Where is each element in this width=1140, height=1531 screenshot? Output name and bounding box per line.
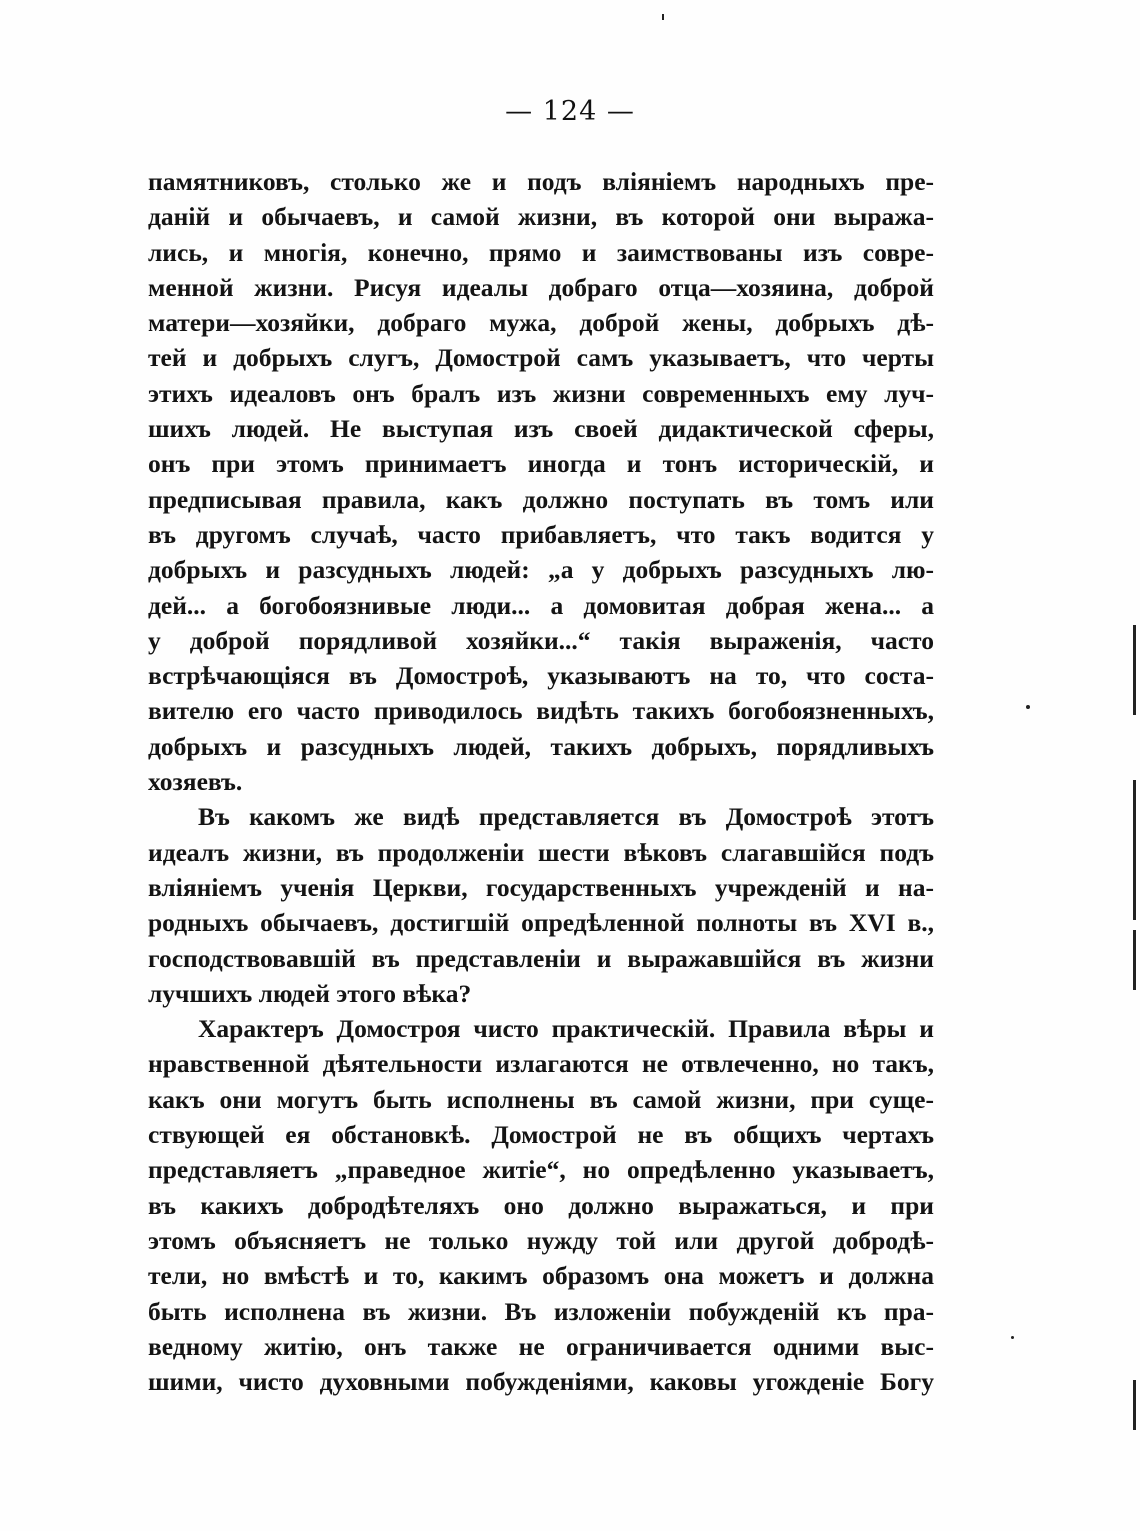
text-line: вліяніемъ ученія Церкви, государственныхъ учрежденій и на- <box>148 872 934 902</box>
text-line: дей... а богобоязнивые люди... а домовитая добрая жена... а <box>148 590 934 620</box>
text-line: тей и добрыхъ слугъ, Домострой самъ указываетъ, что черты <box>148 343 934 373</box>
text-line: этомъ объясняетъ не только нужду той или другой добродѣ- <box>148 1225 934 1255</box>
text-line: родныхъ обычаевъ, достигшій опредѣленной полноты въ XVI в., <box>148 908 934 938</box>
text-line: памятниковъ, столько же и подъ вліяніемъ народныхъ пре- <box>148 167 934 196</box>
text-line: быть исполнена въ жизни. Въ изложеніи побужденій къ пра- <box>148 1296 934 1326</box>
text-line: ведному житію, онъ также не ограничивается одними выс- <box>148 1331 934 1361</box>
text-line: ствующей ея обстановкѣ. Домострой не въ общихъ чертахъ <box>148 1120 934 1150</box>
text-line: шими, чисто духовными побужденіями, каковы угожденіе Богу <box>148 1367 934 1397</box>
body-text <box>148 164 934 1399</box>
text-line: представляетъ „праведное житіе“, но опредѣленно указываетъ, <box>148 1155 934 1185</box>
text-line: идеалъ жизни, въ продолженіи шести вѣковъ слагавшійся подъ <box>148 837 934 867</box>
text-line: какъ они могутъ быть исполнены въ самой жизни, при суще- <box>148 1084 934 1114</box>
scan-margin-mark <box>1133 1380 1136 1430</box>
scan-speck <box>1026 705 1030 709</box>
text-line: лись, и многія, конечно, прямо и заимствованы изъ совре- <box>148 237 934 267</box>
text-line: встрѣчающіяся въ Домостроѣ, указываютъ на то, что соста- <box>148 661 934 691</box>
scan-margin-mark <box>1133 930 1136 990</box>
text-line: лучшихъ людей этого вѣка? <box>148 978 472 1008</box>
paragraph-3 <box>148 1011 934 1399</box>
text-line: Характеръ Домостроя чисто практическій. Правила вѣры и <box>198 1014 934 1044</box>
text-line: вителю его часто приводилось видѣть такихъ богобоязненныхъ, <box>148 696 934 726</box>
text-line: хозяевъ. <box>148 767 243 797</box>
text-line: этихъ идеаловъ онъ бралъ изъ жизни современныхъ ему луч- <box>148 378 934 408</box>
paragraph-1 <box>148 164 934 799</box>
text-line: въ какихъ добродѣтеляхъ оно должно выражаться, и при <box>148 1190 934 1220</box>
scan-speck <box>1011 1336 1014 1339</box>
scan-speck <box>662 14 664 20</box>
text-line: господствовавшій въ представленіи и выражавшійся въ жизни <box>148 943 934 973</box>
text-line: добрыхъ и разсудныхъ людей, такихъ добрыхъ, порядливыхъ <box>148 731 934 761</box>
text-line: добрыхъ и разсудныхъ людей: „а у добрыхъ разсудныхъ лю- <box>148 555 934 585</box>
scan-margin-mark <box>1133 780 1136 920</box>
scan-margin-mark <box>1133 625 1136 715</box>
text-line: даній и обычаевъ, и самой жизни, въ которой они выража- <box>148 202 934 232</box>
text-line: нравственной дѣятельности излагаются не отвлеченно, но такъ, <box>148 1049 934 1079</box>
text-line: онъ при этомъ принимаетъ иногда и тонъ историческій, и <box>148 449 934 479</box>
text-line: матери—хозяйки, добраго мужа, доброй жены, добрыхъ дѣ- <box>148 308 934 338</box>
text-line: шихъ людей. Не выступая изъ своей дидактической сферы, <box>148 414 934 444</box>
text-line: Въ какомъ же видѣ представляется въ Домостроѣ этотъ <box>198 802 934 832</box>
text-line: тели, но вмѣстѣ и то, какимъ образомъ она можетъ и должна <box>148 1261 934 1291</box>
text-line: менной жизни. Рисуя идеалы добраго отца—хозяина, доброй <box>148 272 934 302</box>
page-number: — 124 — <box>505 96 635 127</box>
text-line: предписывая правила, какъ должно поступать въ томъ или <box>148 484 934 514</box>
paragraph-2 <box>148 799 934 1011</box>
text-line: у доброй порядливой хозяйки...“ такія выраженія, часто <box>148 625 934 655</box>
text-line: въ другомъ случаѣ, часто прибавляетъ, что такъ водится у <box>148 519 934 549</box>
